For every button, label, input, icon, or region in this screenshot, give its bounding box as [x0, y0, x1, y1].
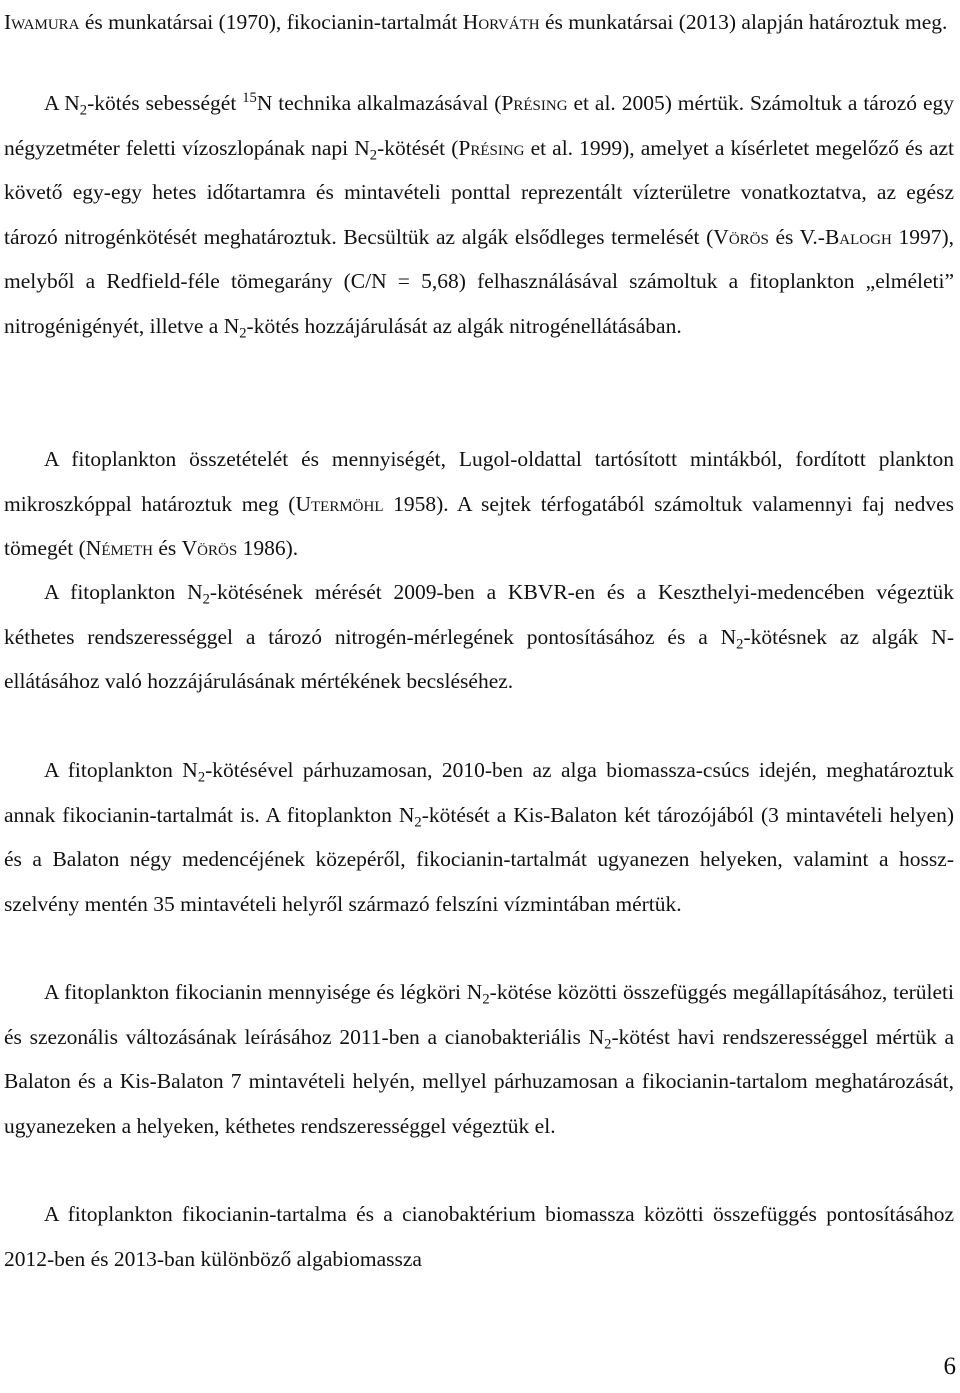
text-run: és	[152, 536, 182, 560]
subscript: 2	[239, 324, 247, 341]
text-run: A fitoplankton összetételét és mennyiségét, Lugol-oldattal tartósított mintákból, fordított plankton mikroszkóppal határoztuk meg (	[4, 447, 954, 516]
text-run: 1997), melyből a Redfield-féle tömegarány (C/N = 5,68) felhasználásával számoltuk a fitoplankton „elméleti” nitrogénigényét, illetve a N	[4, 224, 954, 338]
text-run: -kötése közötti összefüggés megállapításához, területi és szezonális változásának leírásához 2011-ben a cianobakteriális N	[4, 980, 954, 1049]
text-run: -kötését (	[377, 135, 459, 160]
author-name: Vörös	[713, 224, 769, 249]
subscript: 2	[202, 591, 210, 608]
text-run: A N	[44, 91, 80, 115]
text-run: és V.-	[768, 224, 825, 249]
author-name: Utermöhl	[295, 491, 384, 516]
text-run: A fitoplankton fikocianin-tartalma és a cianobaktérium biomassza közötti összefüggés pontosításához 2012-ben és 2013-ban különböző algabiomassza	[4, 1202, 954, 1271]
text-run: -kötésének mérését 2009-ben a KBVR-en és a Keszthelyi-medencében végeztük kéthetes rendszerességgel a tározó nitrogén-mérlegének pontosításához és a N	[4, 580, 954, 649]
paragraph-2010-phycocyanin	[4, 748, 954, 926]
subscript: 2	[197, 769, 206, 786]
text-run: A fitoplankton N	[44, 580, 203, 604]
text-run: -kötésnek az algák N-ellátásához való hozzájárulásának mértékének becsléséhez.	[4, 624, 954, 693]
paragraph-methods-intro	[4, 0, 954, 45]
text-run: et al. 1999), amelyet a kísérletet megelőző és azt követő egy-egy hetes időtartamra és mintavételi ponttal reprezentált vízterületre vonatkoztatva, az egész tározó nitrogénkötését meghatároztuk. Becsültük az algák elsődleges termelését (	[4, 135, 955, 249]
author-name: Horváth	[462, 10, 540, 34]
text-run: -kötést havi rendszerességgel mértük a Balaton és a Kis-Balaton 7 mintavételi helyén, mellyel párhuzamosan a fikocianin-tartalom meghatározását, ugyanezeken a helyeken, kéthetes rendszerességgel végeztük el.	[4, 1024, 955, 1138]
subscript: 2	[369, 146, 378, 163]
text-run: -kötésével párhuzamosan, 2010-ben az alga biomassza-csúcs idején, meghatároztuk annak fikocianin-tartalmát is. A fitoplankton N	[4, 758, 954, 827]
paragraph-phytoplankton-composition	[4, 437, 954, 571]
page-number: 6	[943, 1353, 956, 1380]
text-run: 1986).	[237, 536, 299, 560]
author-name: Németh	[85, 536, 153, 560]
text-run: -kötését a Kis-Balaton két tározójából (3 mintavételi helyen) és a Balaton négy medencéjének közepéről, fikocianin-tartalmát ugyanezen helyeken, valamint a hossz-szelvény mentén 35 mintavételi helyről származó felszíni vízmintában mértük.	[4, 802, 954, 916]
paragraph-2011-sampling	[4, 970, 954, 1148]
author-name: Vörös	[181, 536, 238, 560]
text-run: 1958). A sejtek térfogatából számoltuk valamennyi faj nedves tömegét (	[4, 491, 954, 560]
author-name: Balogh	[824, 224, 892, 249]
superscript: 15	[242, 89, 257, 106]
text-run: N technika alkalmazásával (	[256, 91, 502, 115]
subscript: 2	[79, 102, 88, 119]
subscript: 2	[604, 1035, 612, 1052]
subscript: 2	[736, 635, 744, 652]
text-run: -kötés sebességét	[87, 91, 243, 115]
author-name: Iwamura	[4, 10, 80, 34]
paragraph-2012-2013	[4, 1192, 954, 1281]
subscript: 2	[482, 991, 490, 1008]
author-name: Présing	[458, 135, 525, 160]
text-run: et al. 2005) mértük. Számoltuk a tározó egy négyzetméter feletti vízoszlopának napi N	[4, 91, 955, 160]
text-run: -kötés hozzájárulását az algák nitrogénellátásában.	[246, 313, 682, 338]
subscript: 2	[414, 813, 422, 830]
text-run: és munkatársai (2013) alapján határoztuk meg.	[539, 10, 948, 34]
author-name: Présing	[501, 91, 568, 115]
paragraph-n2-fixation-method	[4, 81, 954, 348]
text-run: és munkatársai (1970), fikocianin-tartalmát	[79, 10, 463, 34]
paragraph-2009-measurements	[4, 570, 954, 704]
text-run: A fitoplankton N	[44, 758, 198, 782]
text-run: A fitoplankton fikocianin mennyisége és légköri N	[44, 980, 483, 1004]
